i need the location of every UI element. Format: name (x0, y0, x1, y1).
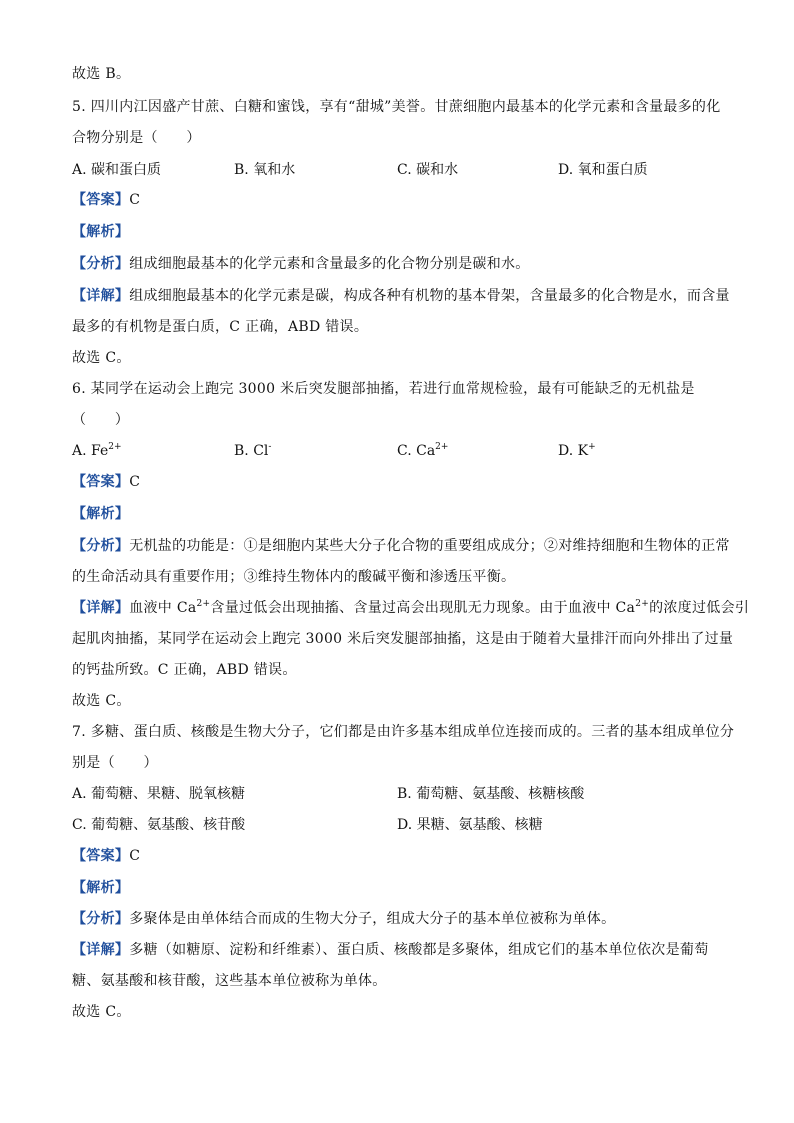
q7-option-d: D. 果糖、氨基酸、核糖 (397, 817, 543, 833)
q5-stem-line2: 合物分别是（ ） (72, 130, 201, 146)
q6-detail-line3: 的钙盐所致。C 正确，ABD 错误。 (72, 662, 297, 678)
q5-option-d: D. 氧和蛋白质 (558, 162, 648, 178)
q6-option-b: B. Cl- (234, 442, 272, 459)
q6-option-c: C. $Ca^{2+}$ (397, 442, 449, 459)
q7-analysis-heading: 【解析】 (72, 880, 130, 896)
q6-stem-line1: 6. 某同学在运动会上跑完 3000 米后突发腿部抽搐，若进行血常规检验，最有可能缺乏的无机盐是 (72, 381, 695, 397)
q6-conclusion: 故选 C。 (72, 693, 131, 709)
q6-fenxi-line1: 【分析】无机盐的功能是：①是细胞内某些大分子化合物的重要组成成分；②对维持细胞和生物体的正常 (72, 538, 730, 554)
q5-answer: 【答案】C (72, 192, 141, 208)
q5-option-b: B. 氧和水 (234, 162, 296, 178)
q6-detail-line2: 起肌肉抽搐，某同学在运动会上跑完 3000 米后突发腿部抽搐，这是由于随着大量排汗而向外排出了过量 (72, 631, 734, 647)
prev-conclusion: 故选 B。 (72, 66, 131, 82)
q7-fenxi: 【分析】多聚体是由单体结合而成的生物大分子，组成大分子的基本单位被称为单体。 (72, 911, 616, 927)
q7-conclusion: 故选 C。 (72, 1004, 131, 1020)
q7-stem-line1: 7. 多糖、蛋白质、核酸是生物大分子，它们都是由许多基本组成单位连接而成的。三者的基本组成单位分 (72, 724, 735, 740)
q6-answer: 【答案】C (72, 474, 141, 490)
q5-option-c: C. 碳和水 (397, 162, 459, 178)
q7-option-c: C. 葡萄糖、氨基酸、核苷酸 (72, 817, 246, 833)
q5-fenxi: 【分析】组成细胞最基本的化学元素和含量最多的化合物分别是碳和水。 (72, 256, 530, 272)
q5-stem-line1: 5. 四川内江因盛产甘蔗、白糖和蜜饯，享有“甜城”美誉。甘蔗细胞内最基本的化学元素和含量最多的化 (72, 99, 721, 115)
q6-detail-line1: 【详解】血液中 $Ca^{2+}$含量过低会出现抽搐、含量过高会出现肌无力现象。由于血液中 $Ca^{2+}$的浓度过低会引 (72, 599, 750, 616)
q7-option-a: A. 葡萄糖、果糖、脱氧核糖 (72, 786, 246, 802)
answer-tag: 【答案】 (72, 192, 130, 208)
q7-answer: 【答案】C (72, 848, 141, 864)
q5-option-a: A. 碳和蛋白质 (72, 162, 162, 178)
q5-conclusion: 故选 C。 (72, 350, 131, 366)
q6-option-d: D. K+ (558, 442, 596, 459)
q7-detail-line1: 【详解】多糖（如糖原、淀粉和纤维素）、蛋白质、核酸都是多聚体，组成它们的基本单位依次是葡萄 (72, 942, 709, 958)
q7-detail-line2: 糖、氨基酸和核苷酸，这些基本单位被称为单体。 (72, 973, 387, 989)
q6-option-a: A. $Fe^{2+}$ (72, 442, 122, 459)
q6-fenxi-line2: 的生命活动具有重要作用；③维持生物体内的酸碱平衡和渗透压平衡。 (72, 569, 516, 585)
q7-stem-line2: 别是（ ） (72, 755, 158, 771)
q6-stem-line2: （ ） (72, 412, 130, 428)
q6-analysis-heading: 【解析】 (72, 506, 130, 522)
q5-detail-line2: 最多的有机物是蛋白质，C 正确，ABD 错误。 (72, 319, 369, 335)
q7-option-b: B. 葡萄糖、氨基酸、核糖核酸 (397, 786, 585, 802)
q5-analysis-heading: 【解析】 (72, 224, 130, 240)
q5-detail-line1: 【详解】组成细胞最基本的化学元素是碳，构成各种有机物的基本骨架，含量最多的化合物是水，而含量 (72, 288, 730, 304)
